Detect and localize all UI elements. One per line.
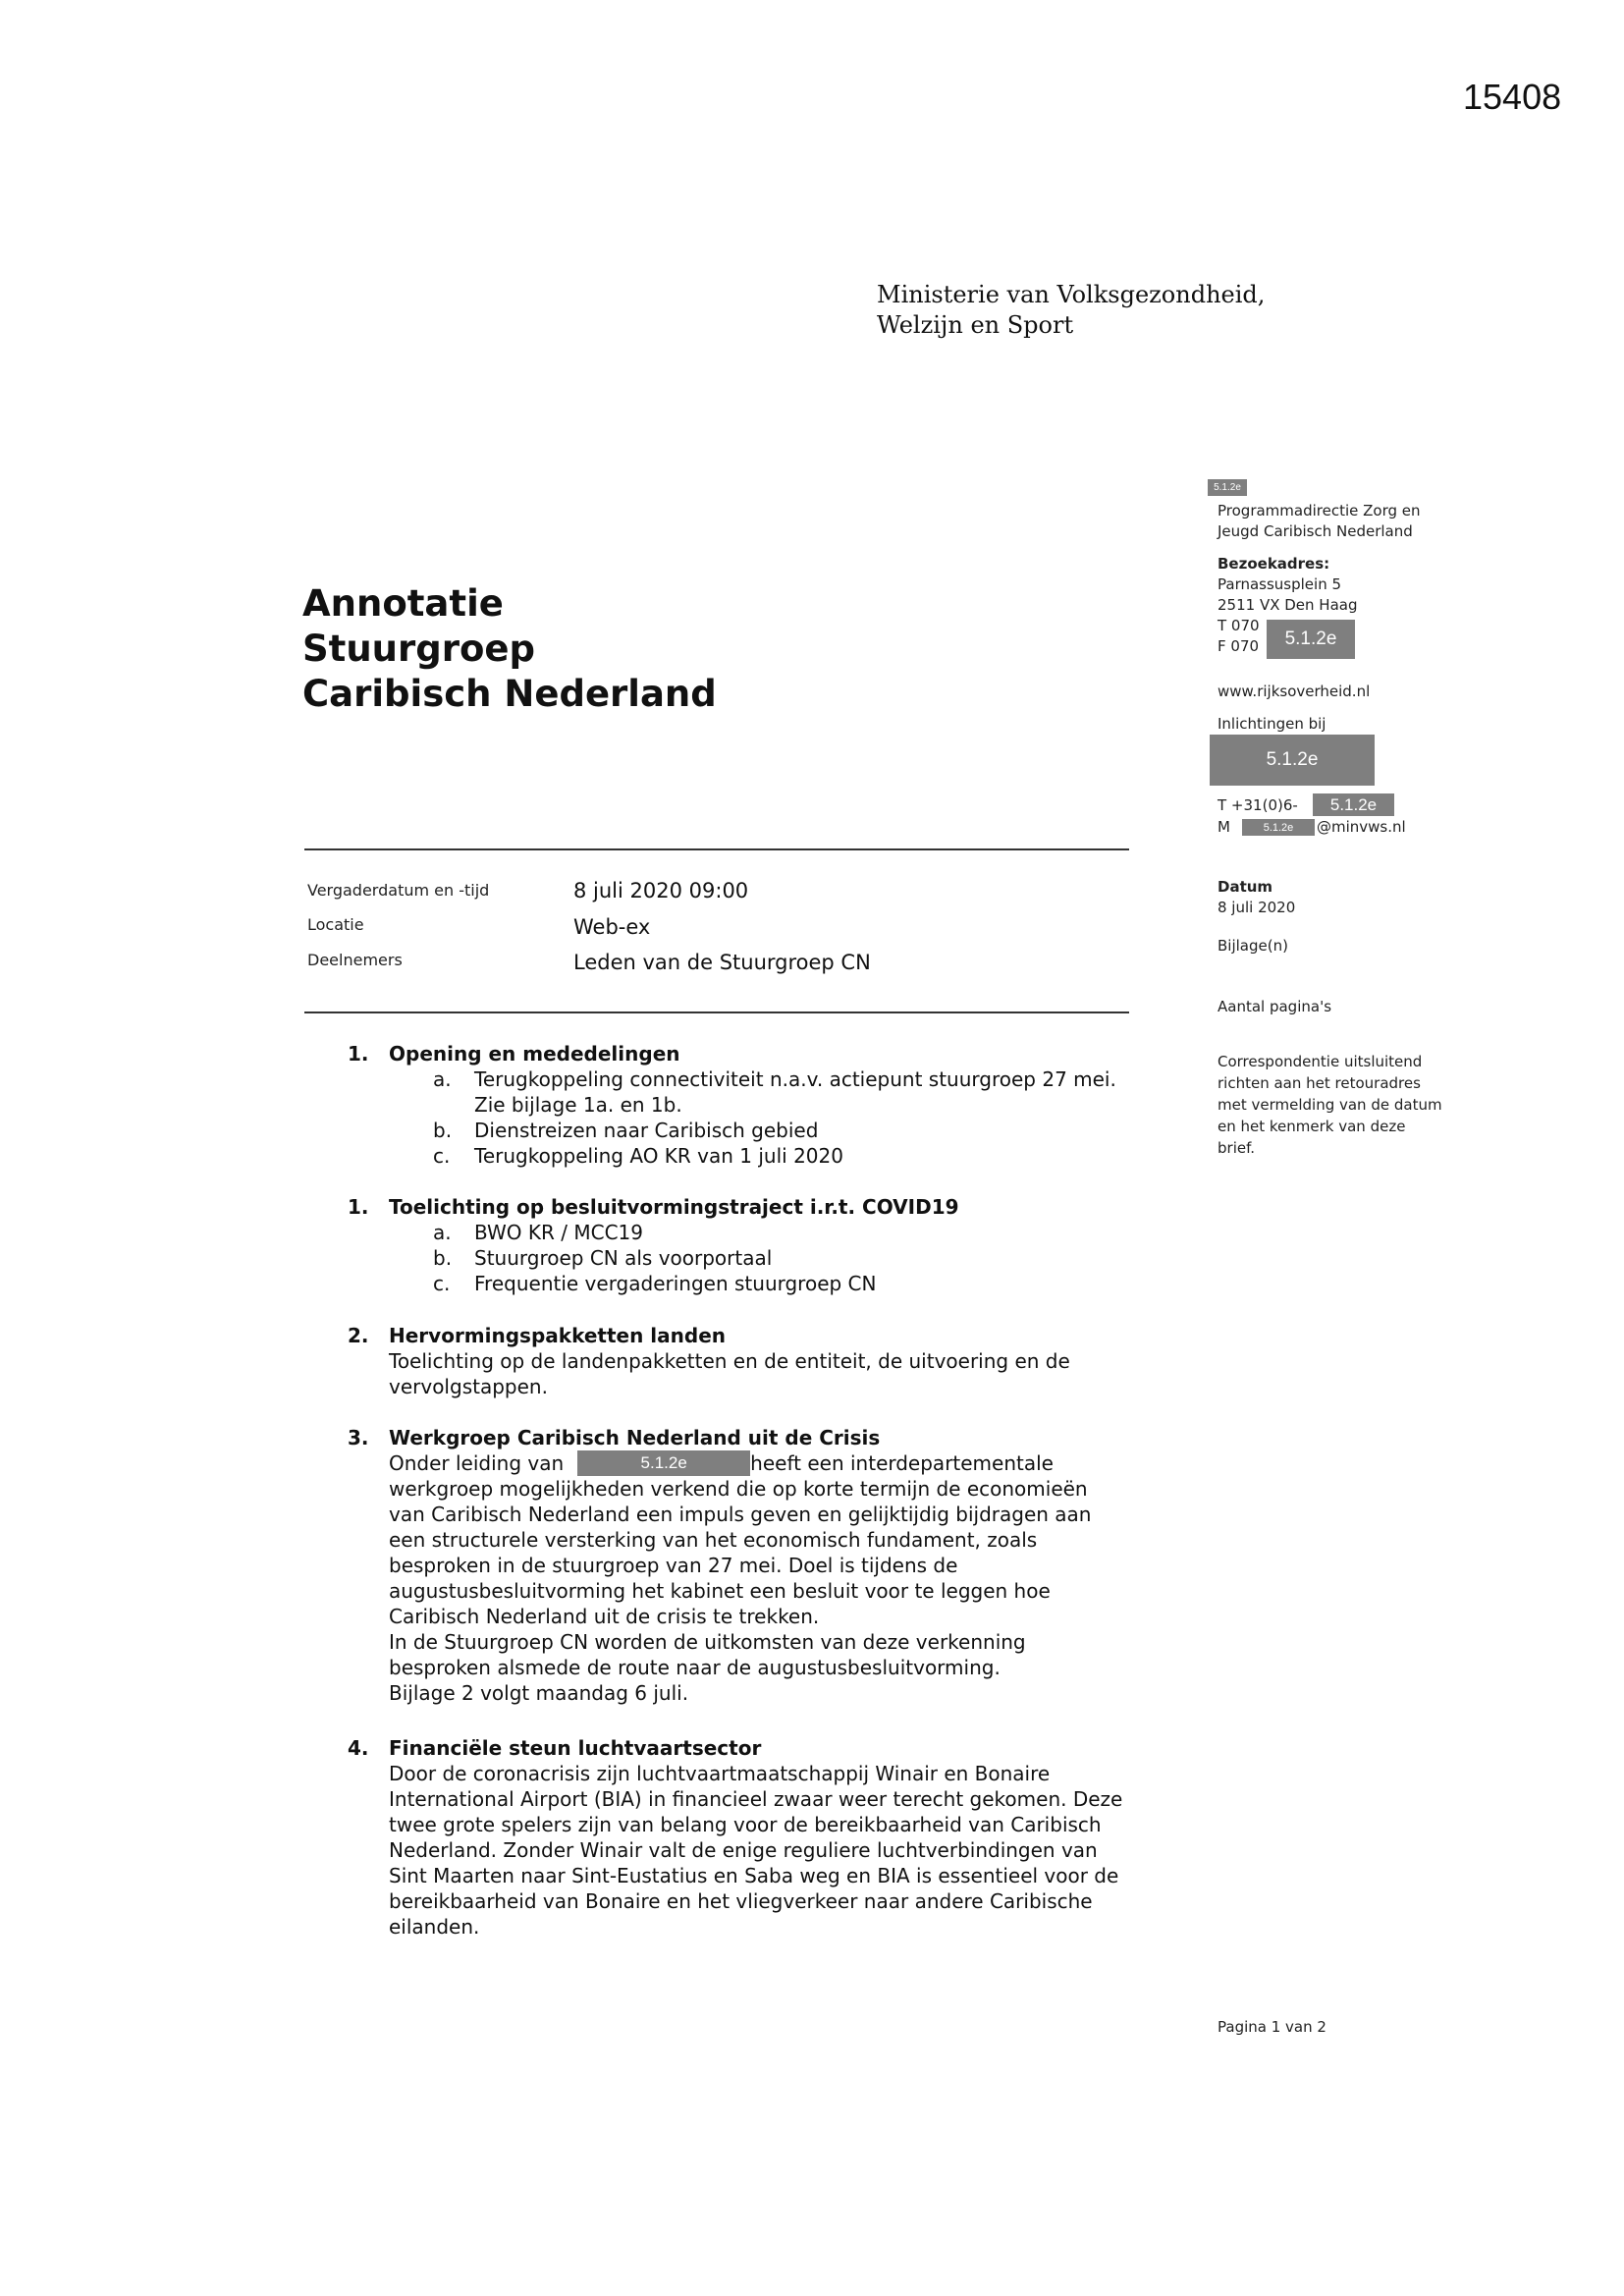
agenda-text <box>389 1450 1091 1476</box>
phone-prefix: T 070 <box>1218 617 1260 634</box>
correspondence-note <box>1218 1051 1442 1159</box>
correspondence-line: met vermelding van de datum <box>1218 1096 1442 1114</box>
ministry-name <box>877 280 1265 341</box>
department-block <box>1218 501 1421 542</box>
agenda-item-working-group <box>348 1425 1092 1706</box>
title-line-1: Annotatie <box>302 582 504 625</box>
agenda-text: eilanden. <box>389 1915 480 1939</box>
subitem-text: Terugkoppeling connectiviteit n.a.v. actiepunt stuurgroep 27 mei. <box>474 1067 1116 1091</box>
agenda-text: vervolgstappen. <box>389 1375 548 1398</box>
location-value: Web-ex <box>573 915 651 939</box>
date-value: 8 juli 2020 <box>1218 899 1296 916</box>
subitem-text: Terugkoppeling AO KR van 1 juli 2020 <box>474 1144 843 1168</box>
agenda-text: augustusbesluitvorming het kabinet een besluit voor te leggen hoe <box>389 1579 1051 1603</box>
subitem-letter: c. <box>433 1144 451 1168</box>
tel-prefix: T +31(0)6- <box>1218 796 1298 814</box>
redaction-phone: 5.1.2e <box>1267 620 1355 659</box>
agenda-subitem <box>389 1271 959 1296</box>
agenda-heading: Opening en mededelingen <box>389 1042 680 1066</box>
agenda-text: werkgroep mogelijkheden verkend die op korte termijn de economieën <box>389 1477 1088 1501</box>
department-line-1: Programmadirectie Zorg en <box>1218 502 1421 519</box>
agenda-text: In de Stuurgroep CN worden de uitkomsten van deze verkenning <box>389 1630 1026 1654</box>
agenda-subitem <box>389 1143 1116 1169</box>
agenda-text: Bijlage 2 volgt maandag 6 juli. <box>389 1681 689 1705</box>
subitem-text: BWO KR / MCC19 <box>474 1221 643 1244</box>
title-line-2: Stuurgroep <box>302 628 535 670</box>
correspondence-line: Correspondentie uitsluitend <box>1218 1053 1423 1070</box>
agenda-subitem <box>389 1066 1116 1118</box>
agenda-number: 2. <box>348 1324 369 1347</box>
correspondence-line: brief. <box>1218 1139 1256 1157</box>
agenda-text-before-redaction: Onder leiding van <box>389 1451 565 1475</box>
agenda-text: twee grote spelers zijn van belang voor de bereikbaarheid van Caribisch <box>389 1813 1102 1836</box>
subitem-letter: a. <box>433 1067 452 1091</box>
fax-prefix: F 070 <box>1218 637 1260 655</box>
agenda-text: besproken alsmede de route naar de augustusbesluitvorming. <box>389 1656 1001 1679</box>
agenda-text: International Airport (BIA) in financieel zwaar weer terecht gekomen. Deze <box>389 1787 1123 1811</box>
agenda-heading: Toelichting op besluitvormingstraject i.r.t. COVID19 <box>389 1195 959 1219</box>
website-link[interactable]: www.rijksoverheid.nl <box>1218 683 1371 700</box>
redaction-department: 5.1.2e <box>1208 479 1247 496</box>
meeting-date-value: 8 juli 2020 09:00 <box>573 879 749 902</box>
bottom-divider <box>304 1011 1129 1013</box>
subitem-letter: a. <box>433 1221 452 1244</box>
location-label: Locatie <box>307 915 364 934</box>
agenda-text: bereikbaarheid van Bonaire en het vliegverkeer naar andere Caribische <box>389 1889 1093 1913</box>
mail-prefix: M <box>1218 818 1230 836</box>
street-address: Parnassusplein 5 <box>1218 575 1342 593</box>
subitem-text: Stuurgroep CN als voorportaal <box>474 1246 773 1270</box>
agenda-text: Toelichting op de landenpakketten en de entiteit, de uitvoering en de <box>389 1349 1070 1373</box>
department-line-2: Jeugd Caribisch Nederland <box>1218 522 1413 540</box>
redaction-contact: 5.1.2e <box>1210 735 1375 786</box>
agenda-subitem <box>389 1118 1116 1143</box>
info-heading: Inlichtingen bij <box>1218 715 1326 733</box>
meeting-date-label: Vergaderdatum en -tijd <box>307 881 490 900</box>
agenda-text: van Caribisch Nederland een impuls geven en gelijktijdig bijdragen aan <box>389 1503 1092 1526</box>
correspondence-line: richten aan het retouradres <box>1218 1074 1421 1092</box>
subitem-letter: b. <box>433 1119 453 1142</box>
postal-address: 2511 VX Den Haag <box>1218 596 1358 614</box>
top-divider <box>304 848 1129 850</box>
agenda-text-after-redaction: heeft een interdepartementale <box>750 1451 1054 1475</box>
agenda-item-covid <box>348 1194 959 1296</box>
agenda-heading: Hervormingspakketten landen <box>389 1324 726 1347</box>
subitem-letter: c. <box>433 1272 451 1295</box>
agenda-number: 4. <box>348 1736 369 1760</box>
mail-suffix: @minvws.nl <box>1317 818 1406 836</box>
title-line-3: Caribisch Nederland <box>302 673 717 715</box>
subitem-text: Dienstreizen naar Caribisch gebied <box>474 1119 819 1142</box>
participants-value: Leden van de Stuurgroep CN <box>573 951 871 974</box>
agenda-text: een structurele versterking van het economisch fundament, zoals <box>389 1528 1038 1552</box>
agenda-text: Nederland. Zonder Winair valt de enige reguliere luchtverbindingen van <box>389 1838 1098 1862</box>
participants-label: Deelnemers <box>307 951 403 969</box>
date-heading: Datum <box>1218 878 1273 896</box>
agenda-text: Sint Maarten naar Sint-Eustatius en Saba weg en BIA is essentieel voor de <box>389 1864 1119 1887</box>
agenda-heading: Financiële steun luchtvaartsector <box>389 1736 762 1760</box>
pages-heading: Aantal pagina's <box>1218 998 1332 1015</box>
agenda-text: Door de coronacrisis zijn luchtvaartmaatschappij Winair en Bonaire <box>389 1762 1051 1785</box>
correspondence-line: en het kenmerk van deze <box>1218 1118 1406 1135</box>
agenda-number: 3. <box>348 1426 369 1449</box>
ministry-line-2: Welzijn en Sport <box>877 311 1074 339</box>
agenda-heading: Werkgroep Caribisch Nederland uit de Crisis <box>389 1426 881 1449</box>
subitem-text: Frequentie vergaderingen stuurgroep CN <box>474 1272 877 1295</box>
date-block <box>1218 877 1295 918</box>
agenda-item-opening <box>348 1041 1116 1169</box>
visit-address-heading: Bezoekadres: <box>1218 555 1330 573</box>
subitem-text: Zie bijlage 1a. en 1b. <box>474 1093 682 1117</box>
agenda-number: 1. <box>348 1195 369 1219</box>
agenda-item-aviation <box>348 1735 1123 1940</box>
attachments-heading: Bijlage(n) <box>1218 937 1288 955</box>
document-number: 15408 <box>1463 77 1562 117</box>
agenda-text: Caribisch Nederland uit de crisis te trekken. <box>389 1605 820 1628</box>
agenda-text: besproken in de stuurgroep van 27 mei. Doel is tijdens de <box>389 1554 958 1577</box>
agenda-subitem <box>389 1220 959 1245</box>
agenda-item-reform <box>348 1323 1070 1399</box>
redaction-tel: 5.1.2e <box>1313 793 1394 816</box>
subitem-letter: b. <box>433 1246 453 1270</box>
agenda-subitem <box>389 1245 959 1271</box>
document-title <box>302 581 717 717</box>
page-number: Pagina 1 van 2 <box>1218 2018 1326 2036</box>
redaction-mail: 5.1.2e <box>1242 819 1315 836</box>
agenda-number: 1. <box>348 1042 369 1066</box>
ministry-line-1: Ministerie van Volksgezondheid, <box>877 281 1266 308</box>
redaction-leader: 5.1.2e <box>577 1450 750 1476</box>
